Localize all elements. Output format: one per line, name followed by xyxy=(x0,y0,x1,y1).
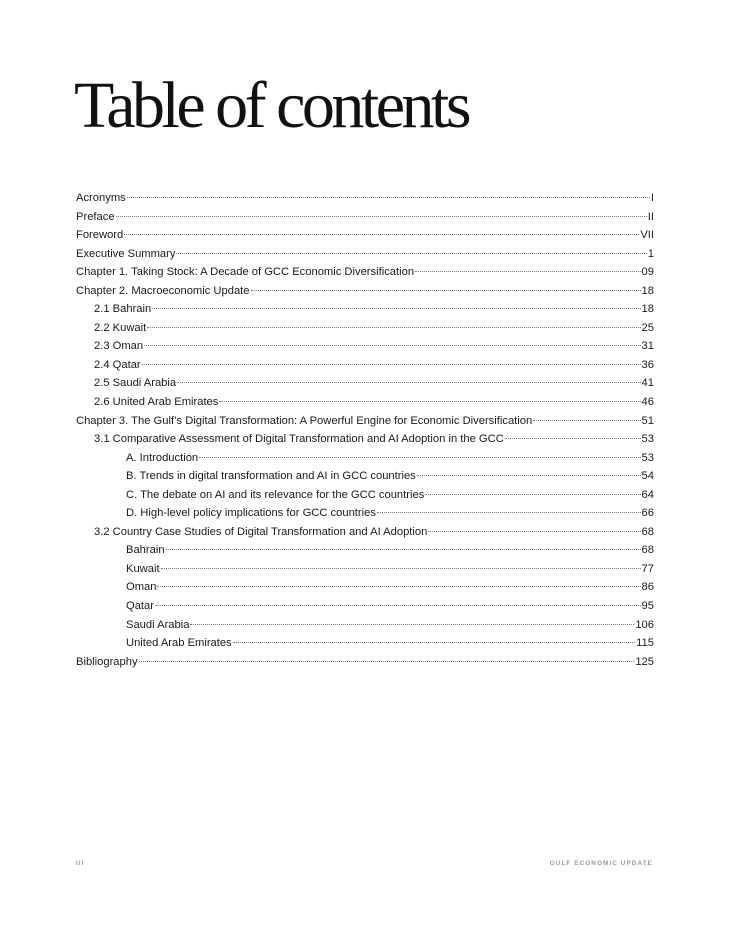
toc-entry-page-number: 66 xyxy=(641,507,654,520)
toc-entry[interactable] xyxy=(76,449,654,468)
toc-entry[interactable] xyxy=(76,504,654,523)
toc-dot-leader xyxy=(144,345,640,346)
toc-entry-label: Executive Summary xyxy=(76,247,176,260)
toc-entry-page-number: 1 xyxy=(647,247,654,260)
toc-dot-leader xyxy=(166,549,641,550)
toc-entry[interactable] xyxy=(76,597,654,616)
toc-entry-page-number: 36 xyxy=(641,358,654,371)
toc-dot-leader xyxy=(233,642,635,643)
toc-entry[interactable] xyxy=(76,319,654,338)
toc-entry[interactable] xyxy=(76,430,654,449)
table-of-contents xyxy=(76,189,654,671)
toc-entry-page-number: 31 xyxy=(641,340,654,353)
toc-entry-page-number: 09 xyxy=(641,266,654,279)
toc-entry-label: 2.6 United Arab Emirates xyxy=(94,396,219,409)
toc-entry-label: Preface xyxy=(76,210,115,223)
toc-entry-page-number: 68 xyxy=(641,544,654,557)
toc-entry-page-number: 106 xyxy=(635,618,654,631)
toc-entry-page-number: 115 xyxy=(636,637,654,650)
toc-entry-page-number: 53 xyxy=(641,433,654,446)
toc-entry-label: 2.3 Oman xyxy=(94,340,144,353)
toc-entry-label: Foreword xyxy=(76,229,124,242)
toc-entry[interactable] xyxy=(76,189,654,208)
toc-entry-page-number: 53 xyxy=(641,451,654,464)
toc-entry-page-number: 25 xyxy=(641,321,654,334)
toc-dot-leader xyxy=(176,253,646,254)
toc-entry-page-number: 46 xyxy=(641,396,654,409)
toc-dot-leader xyxy=(417,475,641,476)
toc-dot-leader xyxy=(142,364,641,365)
toc-dot-leader xyxy=(155,605,641,606)
toc-entry[interactable] xyxy=(76,616,654,635)
toc-entry-page-number: 54 xyxy=(641,470,654,483)
toc-dot-leader xyxy=(157,586,640,587)
toc-dot-leader xyxy=(139,661,635,662)
toc-entry-label: D. High-level policy implications for GCC countries xyxy=(126,507,376,520)
toc-entry-label: Oman xyxy=(126,581,157,594)
toc-dot-leader xyxy=(425,494,640,495)
toc-entry-page-number: 41 xyxy=(641,377,654,390)
toc-entry[interactable] xyxy=(76,374,654,393)
toc-entry-page-number: 51 xyxy=(641,414,654,427)
toc-entry[interactable] xyxy=(76,653,654,672)
toc-dot-leader xyxy=(251,290,641,291)
toc-entry-page-number: II xyxy=(647,210,654,223)
toc-entry[interactable] xyxy=(76,634,654,653)
toc-entry-page-number: 64 xyxy=(641,488,654,501)
toc-entry-label: Chapter 2. Macroeconomic Update xyxy=(76,284,250,297)
toc-entry-label: 2.5 Saudi Arabia xyxy=(94,377,177,390)
toc-entry-label: Saudi Arabia xyxy=(126,618,190,631)
page-title: Table of contents xyxy=(74,69,469,142)
toc-dot-leader xyxy=(161,568,641,569)
toc-entry-page-number: 18 xyxy=(641,303,654,316)
toc-entry-label: B. Trends in digital transformation and AI in GCC countries xyxy=(126,470,416,483)
footer-page-number: III xyxy=(76,860,85,867)
toc-dot-leader xyxy=(190,624,634,625)
toc-entry-label: 3.2 Country Case Studies of Digital Transformation and AI Adoption xyxy=(94,525,428,538)
toc-entry-page-number: 86 xyxy=(641,581,654,594)
toc-dot-leader xyxy=(127,197,650,198)
toc-entry[interactable] xyxy=(76,356,654,375)
toc-dot-leader xyxy=(533,420,640,421)
toc-entry-label: Kuwait xyxy=(126,562,160,575)
toc-entry-label: United Arab Emirates xyxy=(126,637,232,650)
toc-dot-leader xyxy=(415,271,640,272)
toc-entry[interactable] xyxy=(76,541,654,560)
toc-dot-leader xyxy=(428,531,640,532)
toc-dot-leader xyxy=(124,234,639,235)
toc-dot-leader xyxy=(116,216,647,217)
toc-entry[interactable] xyxy=(76,486,654,505)
toc-entry-label: Bahrain xyxy=(126,544,165,557)
toc-dot-leader xyxy=(219,401,640,402)
toc-entry-label: Chapter 3. The Gulf’s Digital Transformation: A Powerful Engine for Economic Diversification xyxy=(76,414,533,427)
toc-entry-page-number: VII xyxy=(640,229,654,242)
toc-entry-label: 3.1 Comparative Assessment of Digital Transformation and AI Adoption in the GCC xyxy=(94,433,504,446)
toc-entry[interactable] xyxy=(76,523,654,542)
toc-entry-label: Chapter 1. Taking Stock: A Decade of GCC Economic Diversification xyxy=(76,266,415,279)
toc-entry[interactable] xyxy=(76,282,654,301)
toc-entry-page-number: 18 xyxy=(641,284,654,297)
toc-entry[interactable] xyxy=(76,245,654,264)
toc-dot-leader xyxy=(152,308,640,309)
toc-entry-page-number: 125 xyxy=(635,655,654,668)
toc-entry-page-number: 68 xyxy=(641,525,654,538)
toc-entry-label: Qatar xyxy=(126,600,154,613)
toc-entry[interactable] xyxy=(76,467,654,486)
toc-entry-label: Acronyms xyxy=(76,192,126,204)
toc-entry-label: 2.2 Kuwait xyxy=(94,321,147,334)
toc-entry[interactable] xyxy=(76,263,654,282)
toc-dot-leader xyxy=(199,457,640,458)
toc-entry-label: A. Introduction xyxy=(126,451,199,464)
footer-publication-title: GULF ECONOMIC UPDATE xyxy=(549,860,653,867)
toc-entry-label: C. The debate on AI and its relevance for the GCC countries xyxy=(126,488,425,501)
toc-entry[interactable] xyxy=(76,300,654,319)
toc-entry[interactable] xyxy=(76,393,654,412)
toc-entry[interactable] xyxy=(76,226,654,245)
toc-dot-leader xyxy=(177,382,640,383)
toc-entry-label: 2.1 Bahrain xyxy=(94,303,152,316)
toc-entry[interactable] xyxy=(76,560,654,579)
toc-entry[interactable] xyxy=(76,337,654,356)
toc-entry[interactable] xyxy=(76,208,654,227)
toc-entry-label: Bibliography xyxy=(76,655,138,668)
toc-entry-page-number: I xyxy=(650,192,654,204)
toc-entry-page-number: 77 xyxy=(641,562,654,575)
toc-entry-page-number: 95 xyxy=(641,600,654,613)
toc-entry[interactable] xyxy=(76,578,654,597)
toc-dot-leader xyxy=(377,512,641,513)
toc-entry-label: 2.4 Qatar xyxy=(94,358,141,371)
toc-dot-leader xyxy=(147,327,640,328)
toc-entry[interactable] xyxy=(76,412,654,431)
toc-dot-leader xyxy=(505,438,641,439)
